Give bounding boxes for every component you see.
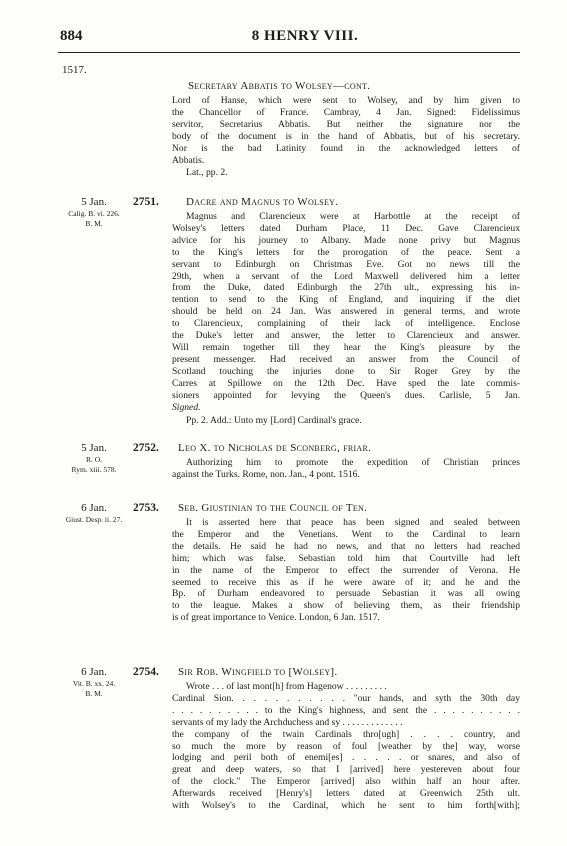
source-reference: B. M.	[85, 218, 103, 228]
entry-note: Pp. 2. Add.: Unto my [Lord] Cardinal's grace.	[186, 415, 362, 426]
source-reference: Vit. B. xx. 24.	[72, 679, 116, 688]
body-line: Lord of Hanse, which were sent to Wolsey, and by him given to	[172, 95, 520, 106]
entry-number: 2751.	[133, 196, 159, 208]
body-line: with Wolsey's to the Cardinal, which he sent to him forth[with];	[172, 800, 520, 812]
header-rule	[58, 52, 520, 53]
body-line: advice for his journey to Albany. Made none privy but Magnus	[172, 234, 520, 246]
body-line: the Duke's letter and answer, the letter to Clarencieux and answer.	[172, 330, 520, 342]
body-line: Wrote . . . of last mont[h] from Hagenow . . . . . . . . .	[186, 681, 387, 692]
entry-body	[172, 517, 520, 624]
entry-margin	[56, 502, 132, 525]
source-reference: R. O.	[85, 455, 103, 464]
body-line: Afterwards received [Henry's] letters dated at Greenwich 25th ult.	[172, 788, 520, 800]
running-head: 8 HENRY VIII.	[251, 28, 359, 44]
entry-heading: Secretary Abbatis to Wolsey—cont.	[188, 80, 371, 92]
body-line: Wolsey's letters dated Durham Place, 11 Dec. Gave Clarencieux	[172, 222, 520, 234]
body-line: to the King's letters for the prorogation of the peace. Sent a	[172, 246, 520, 258]
entry-body	[172, 95, 520, 166]
body-line: him; which was false. Sebastian told him that Courtville had left	[172, 552, 520, 564]
body-line: the details. He said he had no news, and that no letters had reached	[172, 540, 520, 552]
body-line: . . . . . . . . . . to the King's highness, and sent the . . . . . . . . . .	[172, 704, 520, 716]
body-line: It is asserted here that peace has been signed and sealed between	[186, 517, 520, 528]
body-line: in the name of the Emperor to effect the surrender of Verona. He	[172, 564, 520, 576]
entry-body	[172, 211, 520, 413]
body-line: servitor, Secretarius Abbatis. But neither the signature nor the	[172, 118, 520, 130]
entry-date: 5 Jan.	[81, 196, 107, 208]
body-line: Will remain together till they hear the King's pleasure by the	[172, 341, 520, 353]
body-line: Bp. of Durham endeavored to persuade Sebastian it was all owing	[172, 588, 520, 600]
body-line: so much the more by reason of foul [weather by the] way, worse	[172, 740, 520, 752]
body-line: Scotland touching the injuries done to Sir Roger Grey by the	[172, 365, 520, 377]
body-line: Carres at Spillowe on the 12th Dec. Have sped the late commis-	[172, 377, 520, 389]
entry-date: 6 Jan.	[81, 502, 107, 514]
body-line: the Chancellor of France. Cambray, 4 Jan. Signed: Fidelissimus	[172, 106, 520, 118]
body-line: Signed.	[172, 401, 201, 413]
entry-number: 2752.	[133, 442, 159, 454]
entry-body	[172, 681, 520, 812]
body-line: Magnus and Clarencieux were at Harbottle at the receipt of	[186, 211, 520, 222]
source-reference: Giust. Desp. ii. 27.	[65, 515, 123, 524]
entry-heading: Seb. Giustinian to the Council of Ten.	[178, 502, 368, 514]
body-line: sioners appointed for levying the Queen's dues. Carlisle, 5 Jan.	[172, 389, 520, 401]
year-marker: 1517.	[62, 64, 87, 76]
entry-heading: Sir Rob. Wingfield to [Wolsey].	[178, 666, 338, 678]
entry-number: 2753.	[133, 502, 159, 514]
body-line: body of the document is in the hand of Abbatis, but of his secretary.	[172, 130, 520, 142]
entry-heading: Dacre and Magnus to Wolsey.	[186, 196, 339, 208]
body-line: to the league. Makes a show of believing them, as their friendship	[172, 600, 520, 612]
source-reference: Calig. B. vi. 226.	[68, 209, 120, 218]
body-line: tention to send to the King of England, and inquiring if the diet	[172, 294, 520, 306]
entry-date: 6 Jan.	[81, 666, 107, 678]
source-reference: B. M.	[85, 688, 103, 698]
entry-margin	[56, 666, 132, 698]
body-line: seemed to receive this as if he were aware of it; and he and the	[172, 576, 520, 588]
body-line: the Emperor and the Venetians. Went to the Cardinal to learn	[172, 528, 520, 540]
body-line: Authorizing him to promote the expedition of Christian princes	[186, 457, 520, 468]
body-line: should be held on 24 Jan. Was answered in general terms, and wrote	[172, 306, 520, 318]
body-line: lodging and peril both of enemi[es] . . . . . or snares, and also of	[172, 752, 520, 764]
entry-note: Lat., pp. 2.	[186, 167, 228, 178]
source-reference: Rym. xiii. 578.	[71, 464, 117, 474]
body-line: of the clock." The Emperor [arrived] also within half an hour after.	[172, 776, 520, 788]
entry-body	[172, 457, 520, 481]
body-line: 29th, when a servant of the Lord Maxwell delivered him a letter	[172, 270, 520, 282]
body-line: is of great importance to Venice. London, 6 Jan. 1517.	[172, 612, 380, 624]
body-line: to Clarencieux, complaining of their lack of intelligence. Enclose	[172, 318, 520, 330]
entry-date: 5 Jan.	[81, 442, 107, 454]
page-number: 884	[60, 28, 83, 44]
body-line: servants of my lady the Archduchess and sy . . . . . . . . . . . . .	[172, 716, 403, 728]
entry-margin	[56, 442, 132, 474]
body-line: present messenger. Had received an answer from the Council of	[172, 353, 520, 365]
body-line: against the Turks. Rome, non. Jan., 4 pont. 1516.	[172, 468, 360, 480]
body-line: from the Duke, dated Edinburgh the 27th ult., expressing his in-	[172, 282, 520, 294]
body-line: Cardinal Sion. . . . . . . . . . . "our hands, and syth the 30th day	[172, 692, 520, 704]
entry-margin	[56, 196, 132, 228]
body-line: great and deep waters, so that I [arrived] here yestereven about four	[172, 764, 520, 776]
entry-heading: Leo X. to Nicholas de Sconberg, friar.	[178, 442, 372, 454]
entry-number: 2754.	[133, 666, 159, 678]
body-line: Abbatis.	[172, 154, 205, 166]
body-line: servant to Edinburgh on Christmas Eve. Got no news till the	[172, 258, 520, 270]
body-line: the company of the twain Cardinals thro[ugh] . . . . country, and	[172, 728, 520, 740]
body-line: Nor is the bad Latinity found in the acknowledged letters of	[172, 142, 520, 154]
